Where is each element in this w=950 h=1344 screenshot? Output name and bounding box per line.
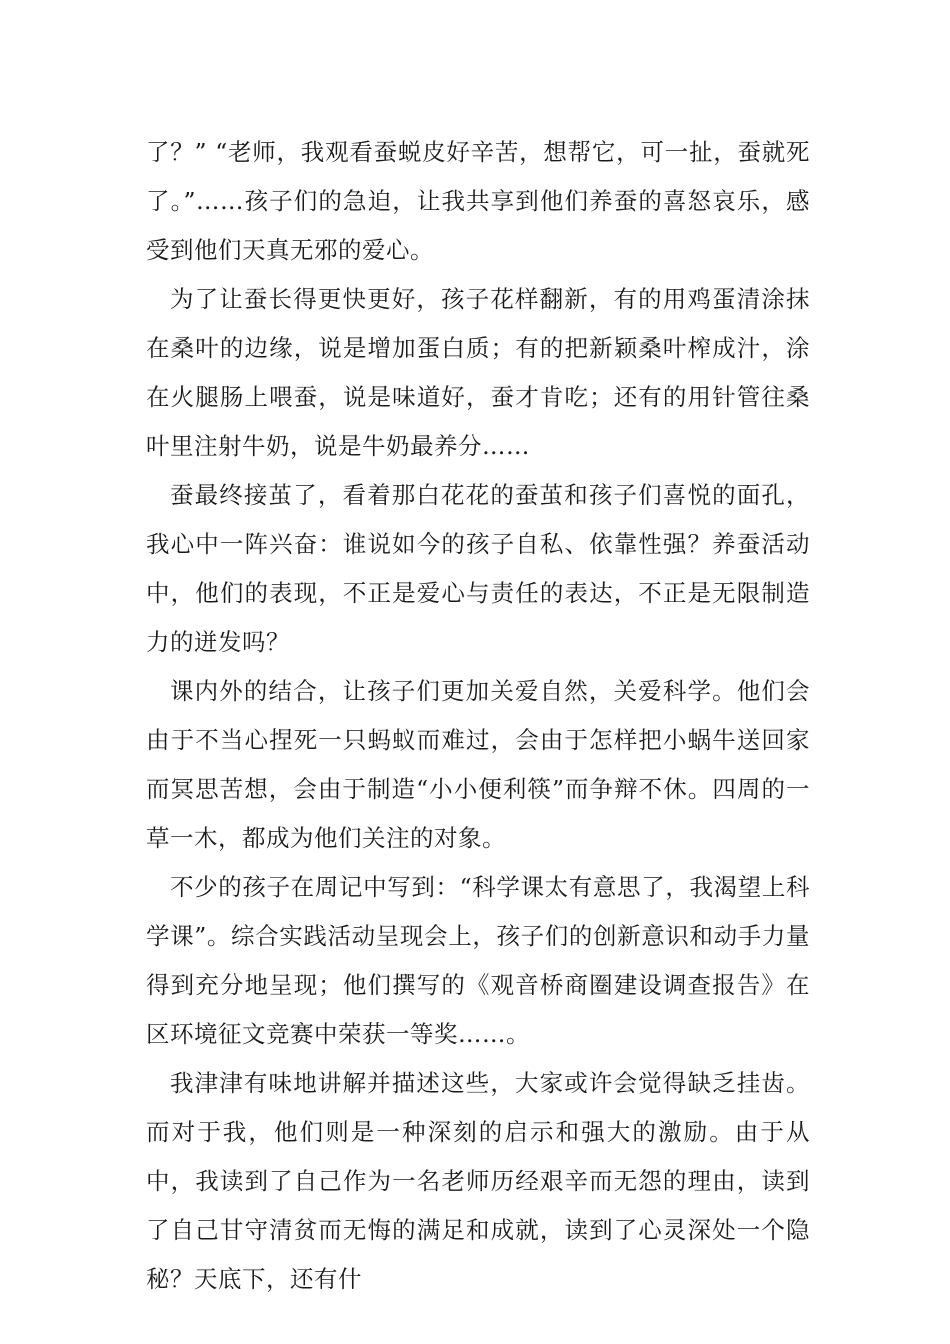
paragraph: 课内外的结合，让孩子们更加关爱自然，关爱科学。他们会由于不当心捏死一只蚂蚁而难过，会由于怎样把小蜗牛送回家而冥思苦想，会由于制造“小小便利筷”而争辩不休。四周的一草一木，都成为他们关注的对象。 <box>146 677 810 852</box>
document-body <box>146 128 810 1304</box>
paragraph: 我津津有味地讲解并描述这些，大家或许会觉得缺乏挂齿。而对于我，他们则是一种深刻的启示和强大的激励。由于从中，我读到了自己作为一名老师历经艰辛而无怨的理由，读到了自己甘守清贫而无悔的满足和成就，读到了心灵深处一个隐秘？天底下，还有什 <box>146 1069 810 1293</box>
paragraph: 不少的孩子在周记中写到：“科学课太有意思了，我渴望上科学课”。综合实践活动呈现会上，孩子们的创新意识和动手力量得到充分地呈现；他们撰写的《观音桥商圈建设调查报告》在区环境征文竞赛中荣获一等奖……。 <box>146 873 810 1048</box>
paragraph: 蚕最终接茧了，看着那白花花的蚕茧和孩子们喜悦的面孔，我心中一阵兴奋：谁说如今的孩子自私、依靠性强？养蚕活动中，他们的表现，不正是爱心与责任的表达，不正是无限制造力的迸发吗？ <box>146 481 810 656</box>
paragraph: 了？” “老师，我观看蚕蜕皮好辛苦，想帮它，可一扯，蚕就死了。”……孩子们的急迫，让我共享到他们养蚕的喜怒哀乐，感受到他们天真无邪的爱心。 <box>146 138 810 264</box>
paragraph: 为了让蚕长得更快更好，孩子花样翻新，有的用鸡蛋清涂抹在桑叶的边缘，说是增加蛋白质；有的把新颖桑叶榨成汁，涂在火腿肠上喂蚕，说是味道好，蚕才肯吃；还有的用针管往桑叶里注射牛奶，说是牛奶最养分…… <box>146 285 810 460</box>
